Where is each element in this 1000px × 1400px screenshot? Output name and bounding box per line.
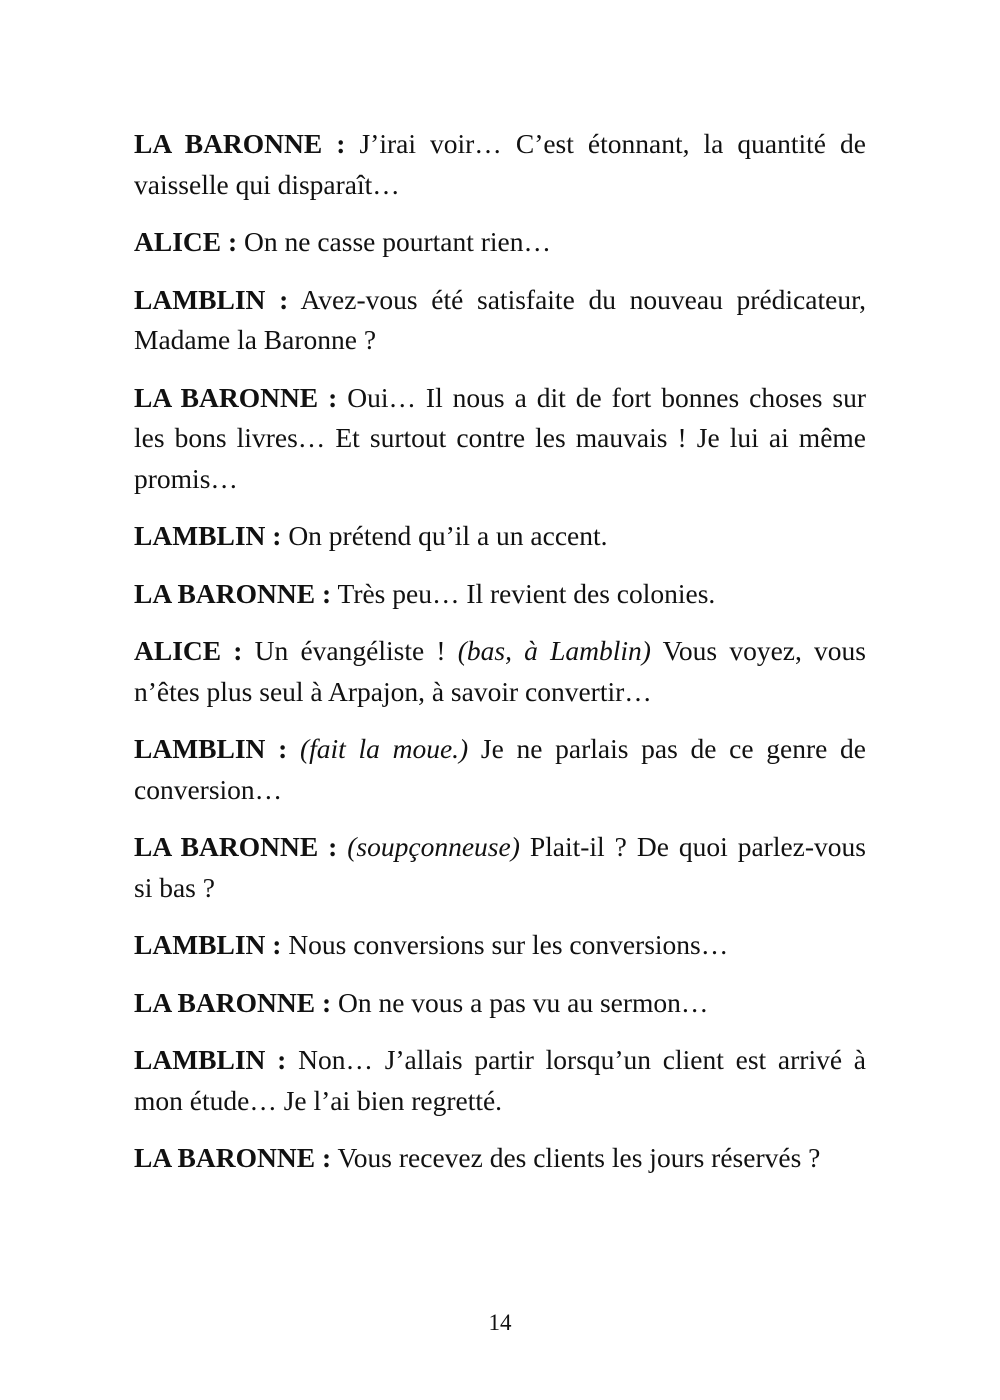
stage-direction: (bas, à Lamblin) — [457, 635, 651, 666]
dialogue-line — [134, 1138, 866, 1179]
dialogue-line — [134, 631, 866, 712]
speaker-name: LA BARONNE : — [134, 381, 338, 413]
dialogue-line — [134, 378, 866, 500]
speaker-name: LA BARONNE : — [134, 128, 346, 159]
speaker-name: LA BARONNE : — [134, 1142, 332, 1173]
dialogue-text: Plait-il ? De quoi parlez-vous si bas ? — [134, 831, 866, 903]
dialogue-line — [134, 516, 866, 557]
dialogue-text — [337, 831, 347, 862]
dialogue-line — [134, 124, 866, 205]
speaker-name: LAMBLIN : — [134, 1044, 287, 1075]
dialogue-text: Non… J’allais partir lorsqu’un client est arrivé à mon étude… Je l’ai bien regretté. — [134, 1044, 867, 1116]
dialogue-text: Nous conversions sur les conversions… — [281, 929, 729, 960]
dialogue-text: Vous recevez des clients les jours réservés ? — [331, 1142, 821, 1173]
dialogue-line — [134, 222, 866, 263]
dialogue-line — [134, 1040, 866, 1121]
page-number: 14 — [488, 1310, 512, 1335]
speaker-name: ALICE : — [134, 226, 238, 257]
dialogue-line — [134, 280, 866, 361]
dialogue-line — [134, 983, 866, 1024]
dialogue-text: Très peu… Il revient des colonies. — [331, 577, 716, 609]
dialogue-line — [134, 729, 866, 810]
speaker-name: ALICE : — [134, 635, 243, 666]
dialogue-text: Un évangéliste ! — [242, 635, 458, 666]
dialogue-text: Avez-vous été satisfaite du nouveau prédicateur, Madame la Baronne ? — [134, 283, 866, 355]
dialogue-text: On ne vous a pas vu au sermon… — [331, 986, 709, 1018]
dialogue-text — [287, 733, 300, 764]
dialogue-line — [134, 925, 866, 966]
speaker-name: LA BARONNE : — [134, 577, 332, 609]
dialogue-text: Vous voyez, vous n’êtes plus seul à Arpajon, à savoir convertir… — [134, 635, 867, 707]
dialogue-text: J’irai voir… C’est étonnant, la quantité de vaisselle qui disparaît… — [134, 128, 866, 200]
speaker-name: LAMBLIN : — [134, 283, 289, 315]
dialogue-text: On prétend qu’il a un accent. — [281, 520, 608, 551]
dialogue-text: Oui… Il nous a dit de fort bonnes choses sur les bons livres… Et surtout contre les mauvais ! Je lui ai même promis… — [134, 381, 867, 494]
speaker-name: LA BARONNE : — [134, 986, 332, 1018]
speaker-name: LAMBLIN : — [134, 520, 282, 551]
stage-direction: (fait la moue.) — [299, 733, 469, 764]
dialogue-line — [134, 827, 866, 908]
stage-direction: (soupçonneuse) — [347, 831, 520, 862]
speaker-name: LAMBLIN : — [134, 733, 288, 764]
dialogue-text: Je ne parlais pas de ce genre de conversion… — [134, 733, 866, 805]
speaker-name: LAMBLIN : — [134, 929, 282, 960]
dialogue-body — [134, 124, 866, 1196]
dialogue-text: On ne casse pourtant rien… — [237, 226, 552, 257]
dialogue-line — [134, 574, 866, 615]
speaker-name: LA BARONNE : — [134, 831, 338, 862]
